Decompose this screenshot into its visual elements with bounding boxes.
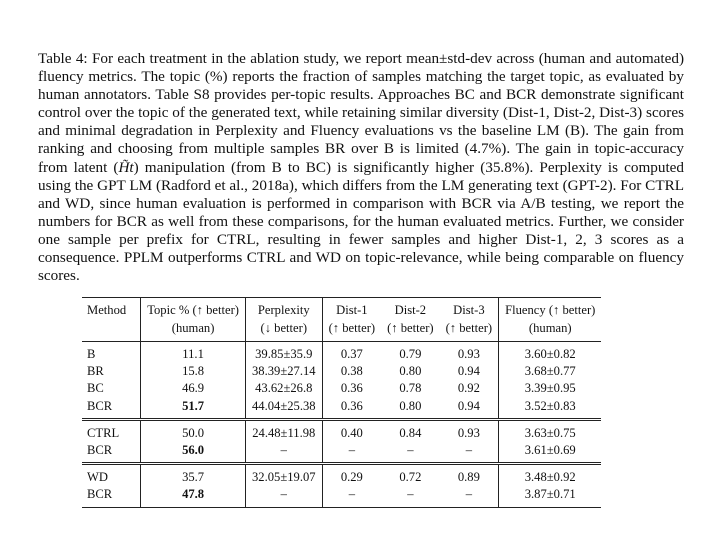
- table-group-ablation: [82, 342, 601, 420]
- cell-dist1: 0.36: [340, 398, 363, 413]
- table-row: [82, 342, 601, 364]
- cell-dist1: 0.40: [340, 425, 363, 440]
- cell-perplexity: –: [245, 442, 322, 464]
- header-topic: Topic % (↑ better): [141, 298, 246, 320]
- header-row-1: [82, 298, 601, 320]
- header-dist1: Dist-1: [336, 302, 368, 317]
- cell-perplexity: 32.05±19.07: [245, 464, 322, 487]
- cell-fluency: 3.60±0.82: [524, 347, 576, 362]
- cell-perplexity: 43.62±26.8: [245, 380, 322, 397]
- header-dist3-sub: (↑ better): [440, 319, 499, 342]
- cell-dist3: –: [440, 442, 499, 464]
- cell-dist3: 0.89: [440, 464, 499, 487]
- header-dist2: Dist-2: [394, 302, 427, 317]
- cell-perplexity: –: [245, 486, 322, 507]
- cell-method: BCR: [82, 398, 141, 420]
- cell-method: BCR: [82, 442, 141, 464]
- header-perplexity: Perplexity: [245, 298, 322, 320]
- cell-topic: 50.0: [141, 419, 246, 442]
- ablation-table: [82, 297, 601, 508]
- cell-dist2: –: [407, 487, 414, 502]
- caption-text-2: ) manipulation (from B to BC) is significantly higher (35.8%). Perplexity is computed using the GPT LM (Radford et al., 2018a), which differs from the LM generating text (GPT-2). For CTRL and WD, since human evaluation is performed in comparison with BCR via A/B testing, we report the numbers for BCR as well from these comparisons, for the human evaluated metrics. Further, we consider one sample per prefix for CTRL, resulting in fewer samples and higher Dist-1, 2, 3 scores as a consequence. PPLM outperforms CTRL and WD on topic-relevance, while being comparable on fluency scores.: [38, 158, 684, 285]
- cell-topic: 35.7: [141, 464, 246, 487]
- header-topic-sub: (human): [141, 319, 246, 342]
- table-row: [82, 419, 601, 442]
- cell-dist2: –: [407, 443, 414, 458]
- cell-dist1: 0.29: [340, 470, 363, 485]
- cell-method: CTRL: [82, 419, 141, 442]
- cell-dist1: 0.37: [340, 347, 363, 362]
- cell-dist2: 0.78: [399, 381, 422, 396]
- cell-fluency: 3.48±0.92: [524, 470, 576, 485]
- cell-dist1: –: [348, 487, 355, 502]
- header-dist1-sub: (↑ better): [328, 320, 376, 335]
- cell-dist1: 0.38: [340, 364, 363, 379]
- cell-dist1: –: [348, 443, 355, 458]
- cell-fluency: 3.87±0.71: [524, 487, 576, 502]
- cell-dist2: 0.72: [399, 470, 422, 485]
- cell-perplexity: 24.48±11.98: [245, 419, 322, 442]
- cell-perplexity: 44.04±25.38: [245, 398, 322, 420]
- caption-text-1: Table 4: For each treatment in the ablation study, we report mean±std-dev across (human and automated) fluency metrics. The topic (%) reports the fraction of samples matching the target topic, as evaluated by human annotators. Table S8 provides per-topic results. Approaches BC and BCR demonstrate significant control over the topic of the generated text, while retaining similar diversity (Dist-1, Dist-2, Dist-3) scores and minimal degradation in Perplexity and Fluency evaluations vs the baseline LM (B). The gain from ranking and choosing from multiple samples BR over B is limited (4.7%). The gain in topic-accuracy from latent (: [38, 50, 684, 176]
- cell-dist3: 0.94: [440, 363, 499, 380]
- cell-dist3: 0.94: [440, 398, 499, 420]
- table-header: [82, 298, 601, 342]
- cell-topic: 56.0: [141, 442, 246, 464]
- cell-topic: 15.8: [141, 363, 246, 380]
- cell-perplexity: 38.39±27.14: [245, 363, 322, 380]
- cell-fluency: 3.52±0.83: [524, 398, 576, 413]
- cell-method: WD: [82, 464, 141, 487]
- table-row: [82, 464, 601, 487]
- header-method: Method: [82, 298, 141, 320]
- cell-dist1: 0.36: [340, 381, 363, 396]
- cell-dist3: 0.93: [440, 342, 499, 364]
- cell-perplexity: 39.85±35.9: [245, 342, 322, 364]
- cell-method: BR: [82, 363, 141, 380]
- cell-dist3: –: [440, 486, 499, 507]
- ablation-table-container: [82, 297, 601, 508]
- cell-topic: 47.8: [141, 486, 246, 507]
- header-perplexity-sub: (↓ better): [245, 319, 322, 342]
- header-dist2-sub: (↑ better): [387, 320, 434, 335]
- cell-fluency: 3.39±0.95: [524, 381, 576, 396]
- caption-math-ht: H̃t: [118, 158, 134, 176]
- header-fluency-sub: (human): [528, 320, 572, 335]
- cell-fluency: 3.63±0.75: [524, 425, 576, 440]
- cell-topic: 11.1: [141, 342, 246, 364]
- header-method-sub: [82, 319, 141, 342]
- cell-dist2: 0.80: [399, 364, 422, 379]
- table-row: [82, 380, 601, 397]
- cell-method: BCR: [82, 486, 141, 507]
- header-dist3: Dist-3: [440, 298, 499, 320]
- table-row: [82, 363, 601, 380]
- cell-method: BC: [82, 380, 141, 397]
- header-row-2: [82, 319, 601, 342]
- cell-topic: 46.9: [141, 380, 246, 397]
- cell-dist3: 0.92: [440, 380, 499, 397]
- cell-fluency: 3.61±0.69: [524, 443, 576, 458]
- table-group-ctrl: [82, 419, 601, 463]
- cell-topic: 51.7: [141, 398, 246, 420]
- cell-dist2: 0.80: [399, 398, 422, 413]
- cell-method: B: [82, 342, 141, 364]
- table-row: [82, 398, 601, 420]
- cell-dist2: 0.79: [399, 347, 422, 362]
- table-row: [82, 442, 601, 464]
- table-row: [82, 486, 601, 507]
- header-fluency: Fluency (↑ better): [505, 302, 596, 317]
- cell-dist2: 0.84: [399, 425, 422, 440]
- cell-dist3: 0.93: [440, 419, 499, 442]
- table-group-wd: [82, 464, 601, 507]
- cell-fluency: 3.68±0.77: [524, 364, 576, 379]
- table-caption: [38, 50, 684, 285]
